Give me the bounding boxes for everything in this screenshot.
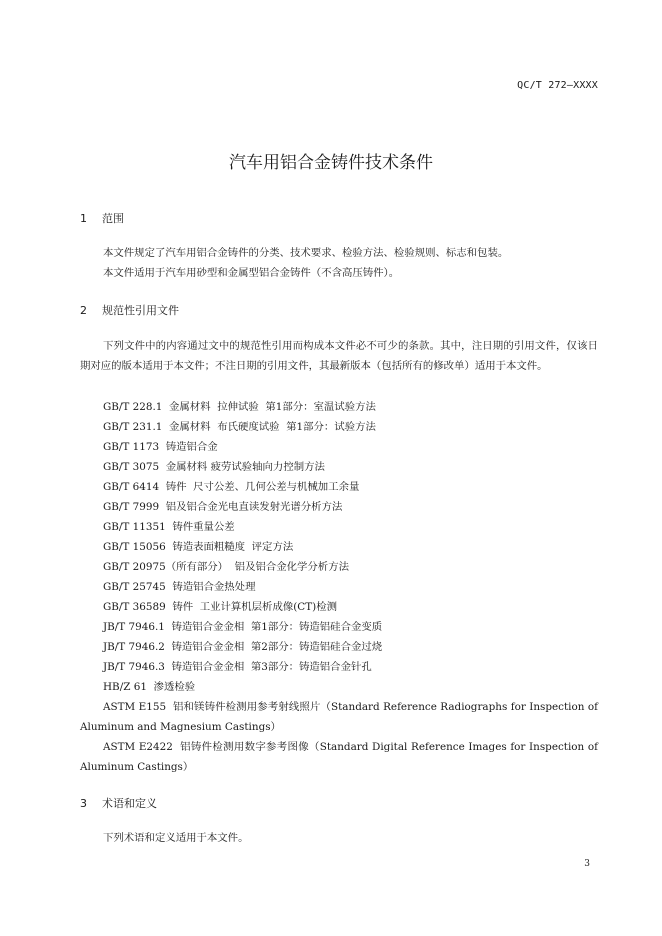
reference-item: GB/T 1173 铸造铝合金 — [103, 441, 218, 453]
section-2-intro-paragraph: 下列文件中的内容通过文中的规范性引用而构成本文件必不可少的条款。其中，注日期的引用文件，仅该日期对应的版本适用于本文件；不注日期的引用文件，其最新版本（包括所有的修改单）适用于本文件。 — [80, 340, 598, 372]
reference-item: JB/T 7946.3 铸造铝合金金相 第3部分：铸造铝合金针孔 — [103, 661, 372, 673]
section-1-paragraph-2: 本文件适用于汽车用砂型和金属型铝合金铸件（不含高压铸件）。 — [103, 267, 400, 279]
reference-item: ASTM E155 铝和镁铸件检测用参考射线照片（Standard Reference Radiographs for Inspection of Aluminum and Magnesium Castings） — [80, 701, 602, 733]
reference-item: GB/T 231.1 金属材料 布氏硬度试验 第1部分：试验方法 — [103, 421, 376, 433]
reference-item: GB/T 3075 金属材料 疲劳试验轴向力控制方法 — [103, 461, 325, 473]
reference-item: GB/T 6414 铸件 尺寸公差、几何公差与机械加工余量 — [103, 481, 360, 493]
document-code: QC/T 272—XXXX — [517, 80, 598, 91]
normative-references-list — [80, 397, 602, 777]
section-3-title: 术语和定义 — [102, 797, 157, 810]
document-title: 汽车用铝合金铸件技术条件 — [229, 153, 433, 173]
section-1-number: 1 — [80, 212, 87, 225]
reference-item: GB/T 7999 铝及铝合金光电直读发射光谱分析方法 — [103, 501, 343, 513]
reference-item: JB/T 7946.2 铸造铝合金金相 第2部分：铸造铝硅合金过烧 — [103, 641, 383, 653]
section-2-heading — [80, 302, 179, 318]
section-1-paragraph-1: 本文件规定了汽车用铝合金铸件的分类、技术要求、检验方法、检验规则、标志和包装。 — [103, 247, 509, 259]
reference-item: JB/T 7946.1 铸造铝合金金相 第1部分：铸造铝硅合金变质 — [103, 621, 383, 633]
reference-item: GB/T 228.1 金属材料 拉伸试验 第1部分：室温试验方法 — [103, 401, 376, 413]
section-3-paragraph-1: 下列术语和定义适用于本文件。 — [103, 832, 249, 844]
section-3-number: 3 — [80, 797, 87, 810]
reference-item: HB/Z 61 渗透检验 — [103, 681, 196, 693]
reference-item: ASTM E2422 铝铸件检测用数字参考图像（Standard Digital Reference Images for Inspection of Aluminum Castings） — [80, 741, 602, 773]
reference-item: GB/T 15056 铸造表面粗糙度 评定方法 — [103, 541, 294, 553]
reference-item: GB/T 36589 铸件 工业计算机层析成像(CT)检测 — [103, 601, 338, 613]
section-2-title: 规范性引用文件 — [102, 304, 179, 317]
reference-item: GB/T 25745 铸造铝合金热处理 — [103, 581, 256, 593]
section-3-heading — [80, 795, 157, 811]
section-2-number: 2 — [80, 304, 87, 317]
section-1-title: 范围 — [102, 212, 124, 225]
section-1-heading — [80, 210, 124, 226]
page-number: 3 — [584, 859, 590, 869]
reference-item: GB/T 20975（所有部分） 铝及铝合金化学分析方法 — [103, 561, 349, 573]
reference-item: GB/T 11351 铸件重量公差 — [103, 521, 235, 533]
